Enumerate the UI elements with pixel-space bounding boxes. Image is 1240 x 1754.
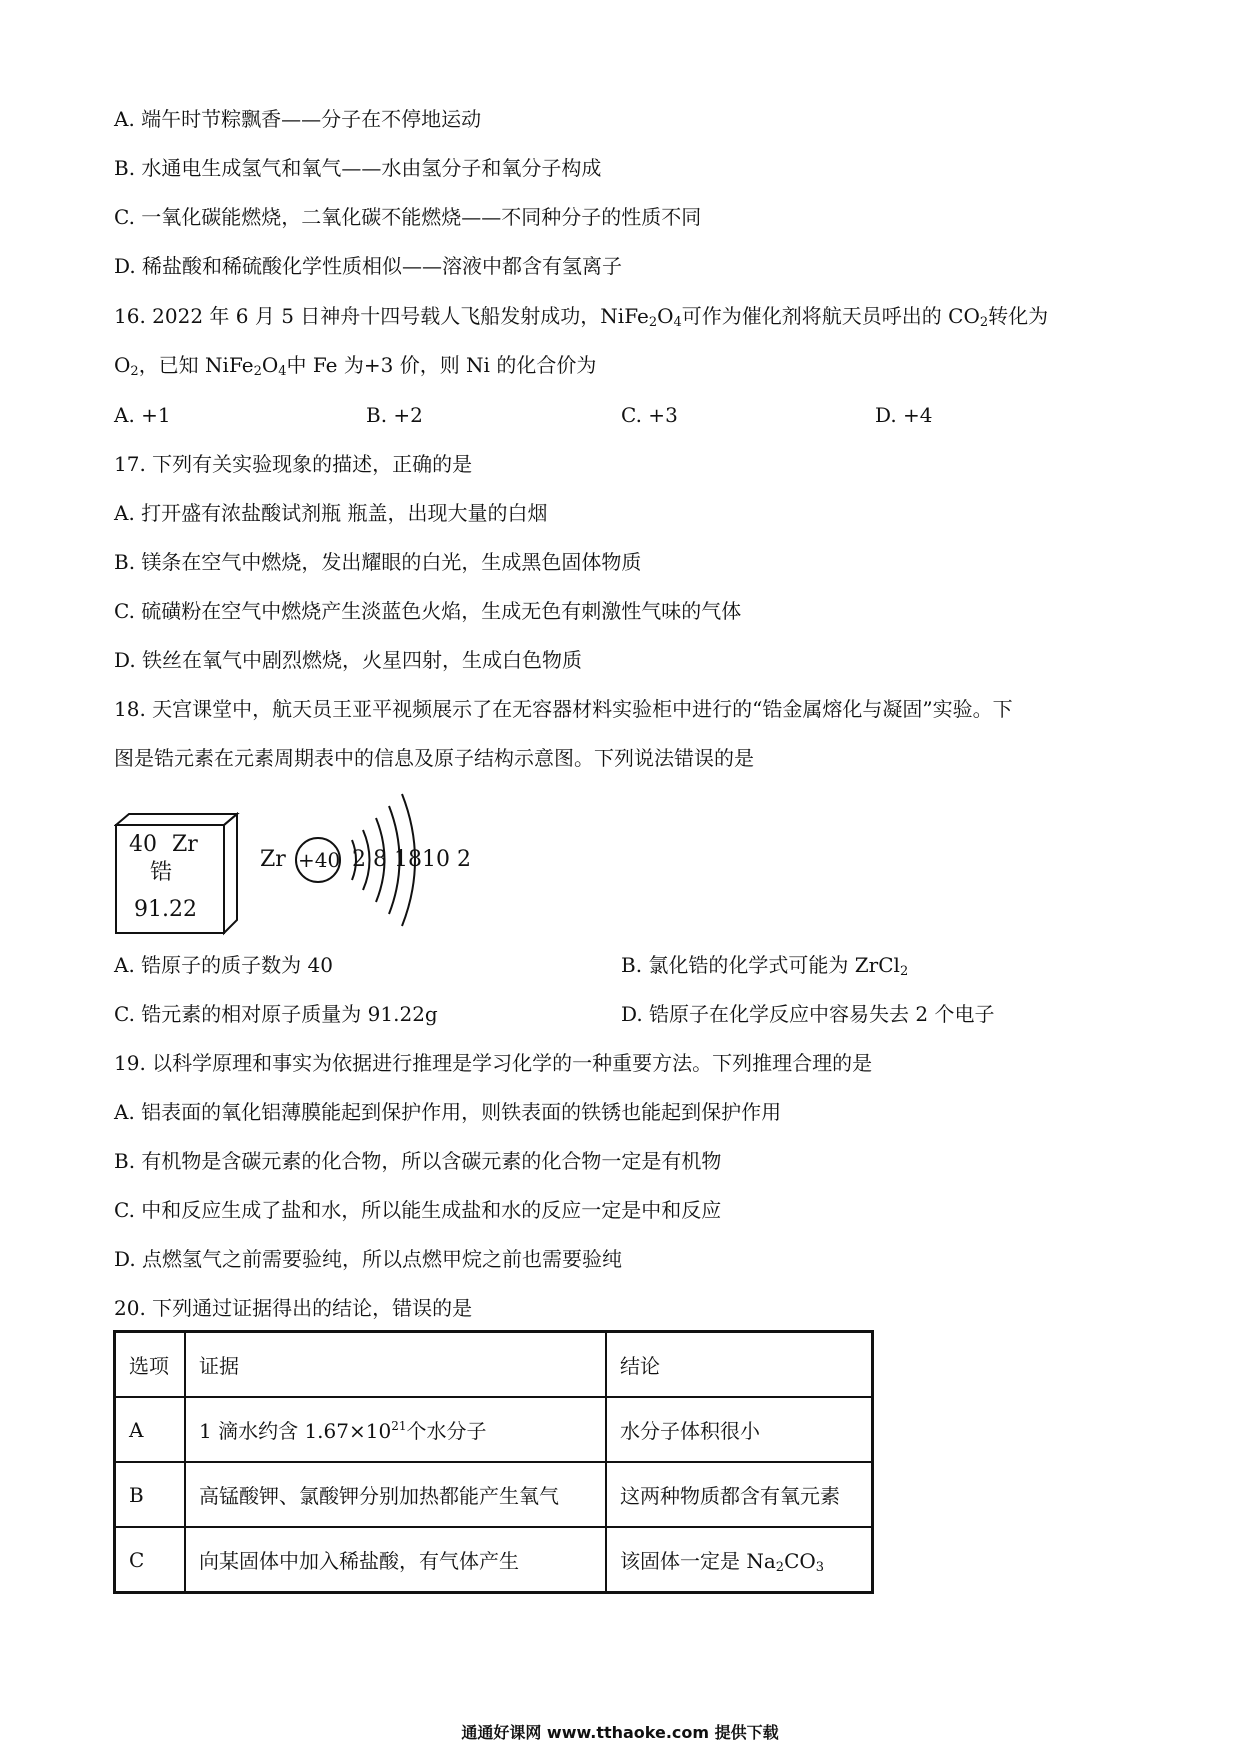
table-header-row <box>115 1332 873 1398</box>
q17-option-a: A. 打开盛有浓盐酸试剂瓶 瓶盖，出现大量的白烟 <box>114 501 548 525</box>
evidence-conclusion-table <box>113 1330 874 1594</box>
q17-option-c: C. 硫磺粉在空气中燃烧产生淡蓝色火焰，生成无色有刺激性气味的气体 <box>114 599 742 623</box>
table-row <box>115 1462 873 1527</box>
atomic-mass: 91.22 <box>134 897 197 922</box>
row-conclusion: 这两种物质都含有氧元素 <box>606 1462 873 1527</box>
q19-option-b: B. 有机物是含碳元素的化合物，所以含碳元素的化合物一定是有机物 <box>114 1149 722 1173</box>
nucleus-charge: +40 <box>298 848 341 872</box>
q17-option-d: D. 铁丝在氧气中剧烈燃烧，火星四射，生成白色物质 <box>114 648 583 672</box>
q16-option-a: A. +1 <box>114 403 171 427</box>
atomic-number: 40 <box>129 832 157 857</box>
q16-stem-line2: $O_2$，已知 $NiFe_2O_4$中 Fe 为+3 价，则 Ni 的化合价为 <box>114 353 597 379</box>
row-evidence: 高锰酸钾、氯酸钾分别加热都能产生氧气 <box>185 1462 606 1527</box>
q18-option-d: D. 锆原子在化学反应中容易失去 2 个电子 <box>621 1002 995 1026</box>
q19-option-c: C. 中和反应生成了盐和水，所以能生成盐和水的反应一定是中和反应 <box>114 1198 722 1222</box>
q15-option-d: D. 稀盐酸和稀硫酸化学性质相似——溶液中都含有氢离子 <box>114 254 623 278</box>
header-option: 选项 <box>115 1332 186 1398</box>
electron-counts: 2 8 1810 2 <box>352 847 471 872</box>
q15-option-c: C. 一氧化碳能燃烧，二氧化碳不能燃烧——不同种分子的性质不同 <box>114 205 702 229</box>
atom-symbol: Zr <box>260 847 286 872</box>
table-row <box>115 1527 873 1593</box>
q19-stem: 19. 以科学原理和事实为依据进行推理是学习化学的一种重要方法。下列推理合理的是 <box>114 1051 873 1075</box>
q18-option-c: C. 锆元素的相对原子质量为 91.22g <box>114 1002 438 1026</box>
q16-option-b: B. +2 <box>366 403 423 427</box>
q18-stem-line1: 18. 天宫课堂中，航天员王亚平视频展示了在无容器材料实验柜中进行的“锆金属熔化与凝固”实验。下 <box>114 697 1013 721</box>
q19-option-a: A. 铝表面的氧化铝薄膜能起到保护作用，则铁表面的铁锈也能起到保护作用 <box>114 1100 782 1124</box>
table-row <box>115 1397 873 1462</box>
row-option: A <box>115 1397 186 1462</box>
row-evidence: 1 滴水约含 $1.67\times 10^{21}$个水分子 <box>185 1397 606 1462</box>
q16-stem-line1: 16. 2022 年 6 月 5 日神舟十四号载人飞船发射成功，$NiFe_2O_4$可作为催化剂将航天员呼出的 $CO_2$转化为 <box>114 304 1049 330</box>
element-name: 锆 <box>150 860 173 885</box>
q16-option-d: D. +4 <box>875 403 933 427</box>
q18-stem-line2: 图是锆元素在元素周期表中的信息及原子结构示意图。下列说法错误的是 <box>114 746 754 770</box>
atomic-structure-diagram <box>260 786 480 934</box>
row-option: B <box>115 1462 186 1527</box>
page-footer: 通通好课网 www.tthaoke.com 提供下载 <box>461 1723 779 1742</box>
q17-option-b: B. 镁条在空气中燃烧，发出耀眼的白光，生成黑色固体物质 <box>114 550 642 574</box>
q15-option-a: A. 端午时节粽飘香——分子在不停地运动 <box>114 107 482 131</box>
q16-option-c: C. +3 <box>621 403 678 427</box>
q15-option-b: B. 水通电生成氢气和氧气——水由氢分子和氧分子构成 <box>114 156 602 180</box>
header-evidence: 证据 <box>185 1332 606 1398</box>
element-card-zirconium <box>114 812 240 936</box>
row-conclusion: 水分子体积很小 <box>606 1397 873 1462</box>
header-conclusion: 结论 <box>606 1332 873 1398</box>
q18-option-b: B. 氯化锆的化学式可能为 ZrCl$_2$ <box>621 953 909 979</box>
q18-option-a: A. 锆原子的质子数为 40 <box>114 953 333 977</box>
element-symbol: Zr <box>172 832 198 857</box>
q17-stem: 17. 下列有关实验现象的描述，正确的是 <box>114 452 473 476</box>
row-conclusion: 该固体一定是 $Na_2CO_3$ <box>606 1527 873 1593</box>
row-evidence: 向某固体中加入稀盐酸，有气体产生 <box>185 1527 606 1593</box>
q20-stem: 20. 下列通过证据得出的结论，错误的是 <box>114 1296 473 1320</box>
q19-option-d: D. 点燃氢气之前需要验纯，所以点燃甲烷之前也需要验纯 <box>114 1247 623 1271</box>
row-option: C <box>115 1527 186 1593</box>
